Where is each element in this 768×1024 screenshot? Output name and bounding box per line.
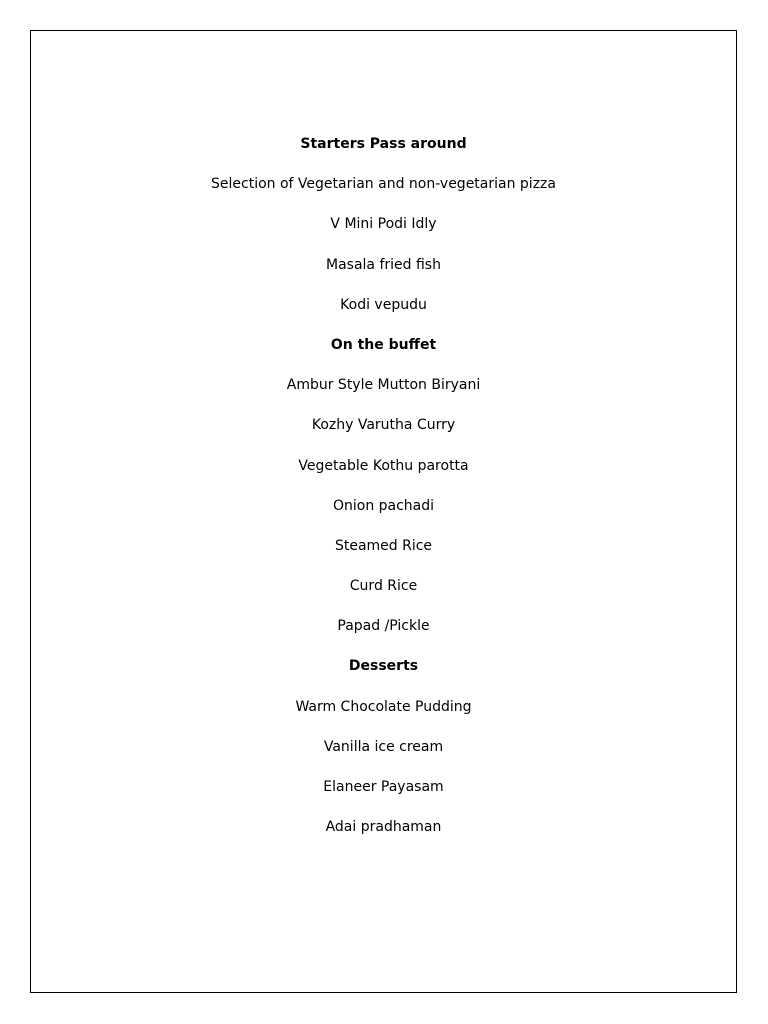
menu-item: Vegetable Kothu parotta	[298, 457, 469, 474]
menu-item: Curd Rice	[349, 578, 418, 595]
menu-item: Masala fried fish	[326, 256, 441, 273]
menu-item: Elaneer Payasam	[323, 779, 444, 795]
menu-item: Steamed Rice	[334, 537, 433, 554]
menu-item: Papad /Pickle	[337, 618, 430, 635]
menu-item: Ambur Style Mutton Biryani	[286, 377, 481, 394]
menu-item: Onion pachadi	[332, 497, 435, 514]
section-heading-buffet: On the buffet	[330, 336, 437, 353]
menu-item: V Mini Podi Idly	[330, 216, 437, 233]
menu-item: Selection of Vegetarian and non-vegetarian pizza	[211, 176, 556, 193]
menu-item: Kodi vepudu	[340, 296, 427, 313]
menu-item: Warm Chocolate Pudding	[295, 698, 472, 715]
section-heading-desserts: Desserts	[348, 658, 419, 675]
section-heading-starters: Starters Pass around	[300, 136, 467, 152]
menu-item: Adai pradhaman	[325, 819, 442, 836]
menu-item: Kozhy Varutha Curry	[311, 417, 456, 434]
menu-list	[30, 131, 737, 854]
menu-item: Vanilla ice cream	[323, 738, 444, 755]
